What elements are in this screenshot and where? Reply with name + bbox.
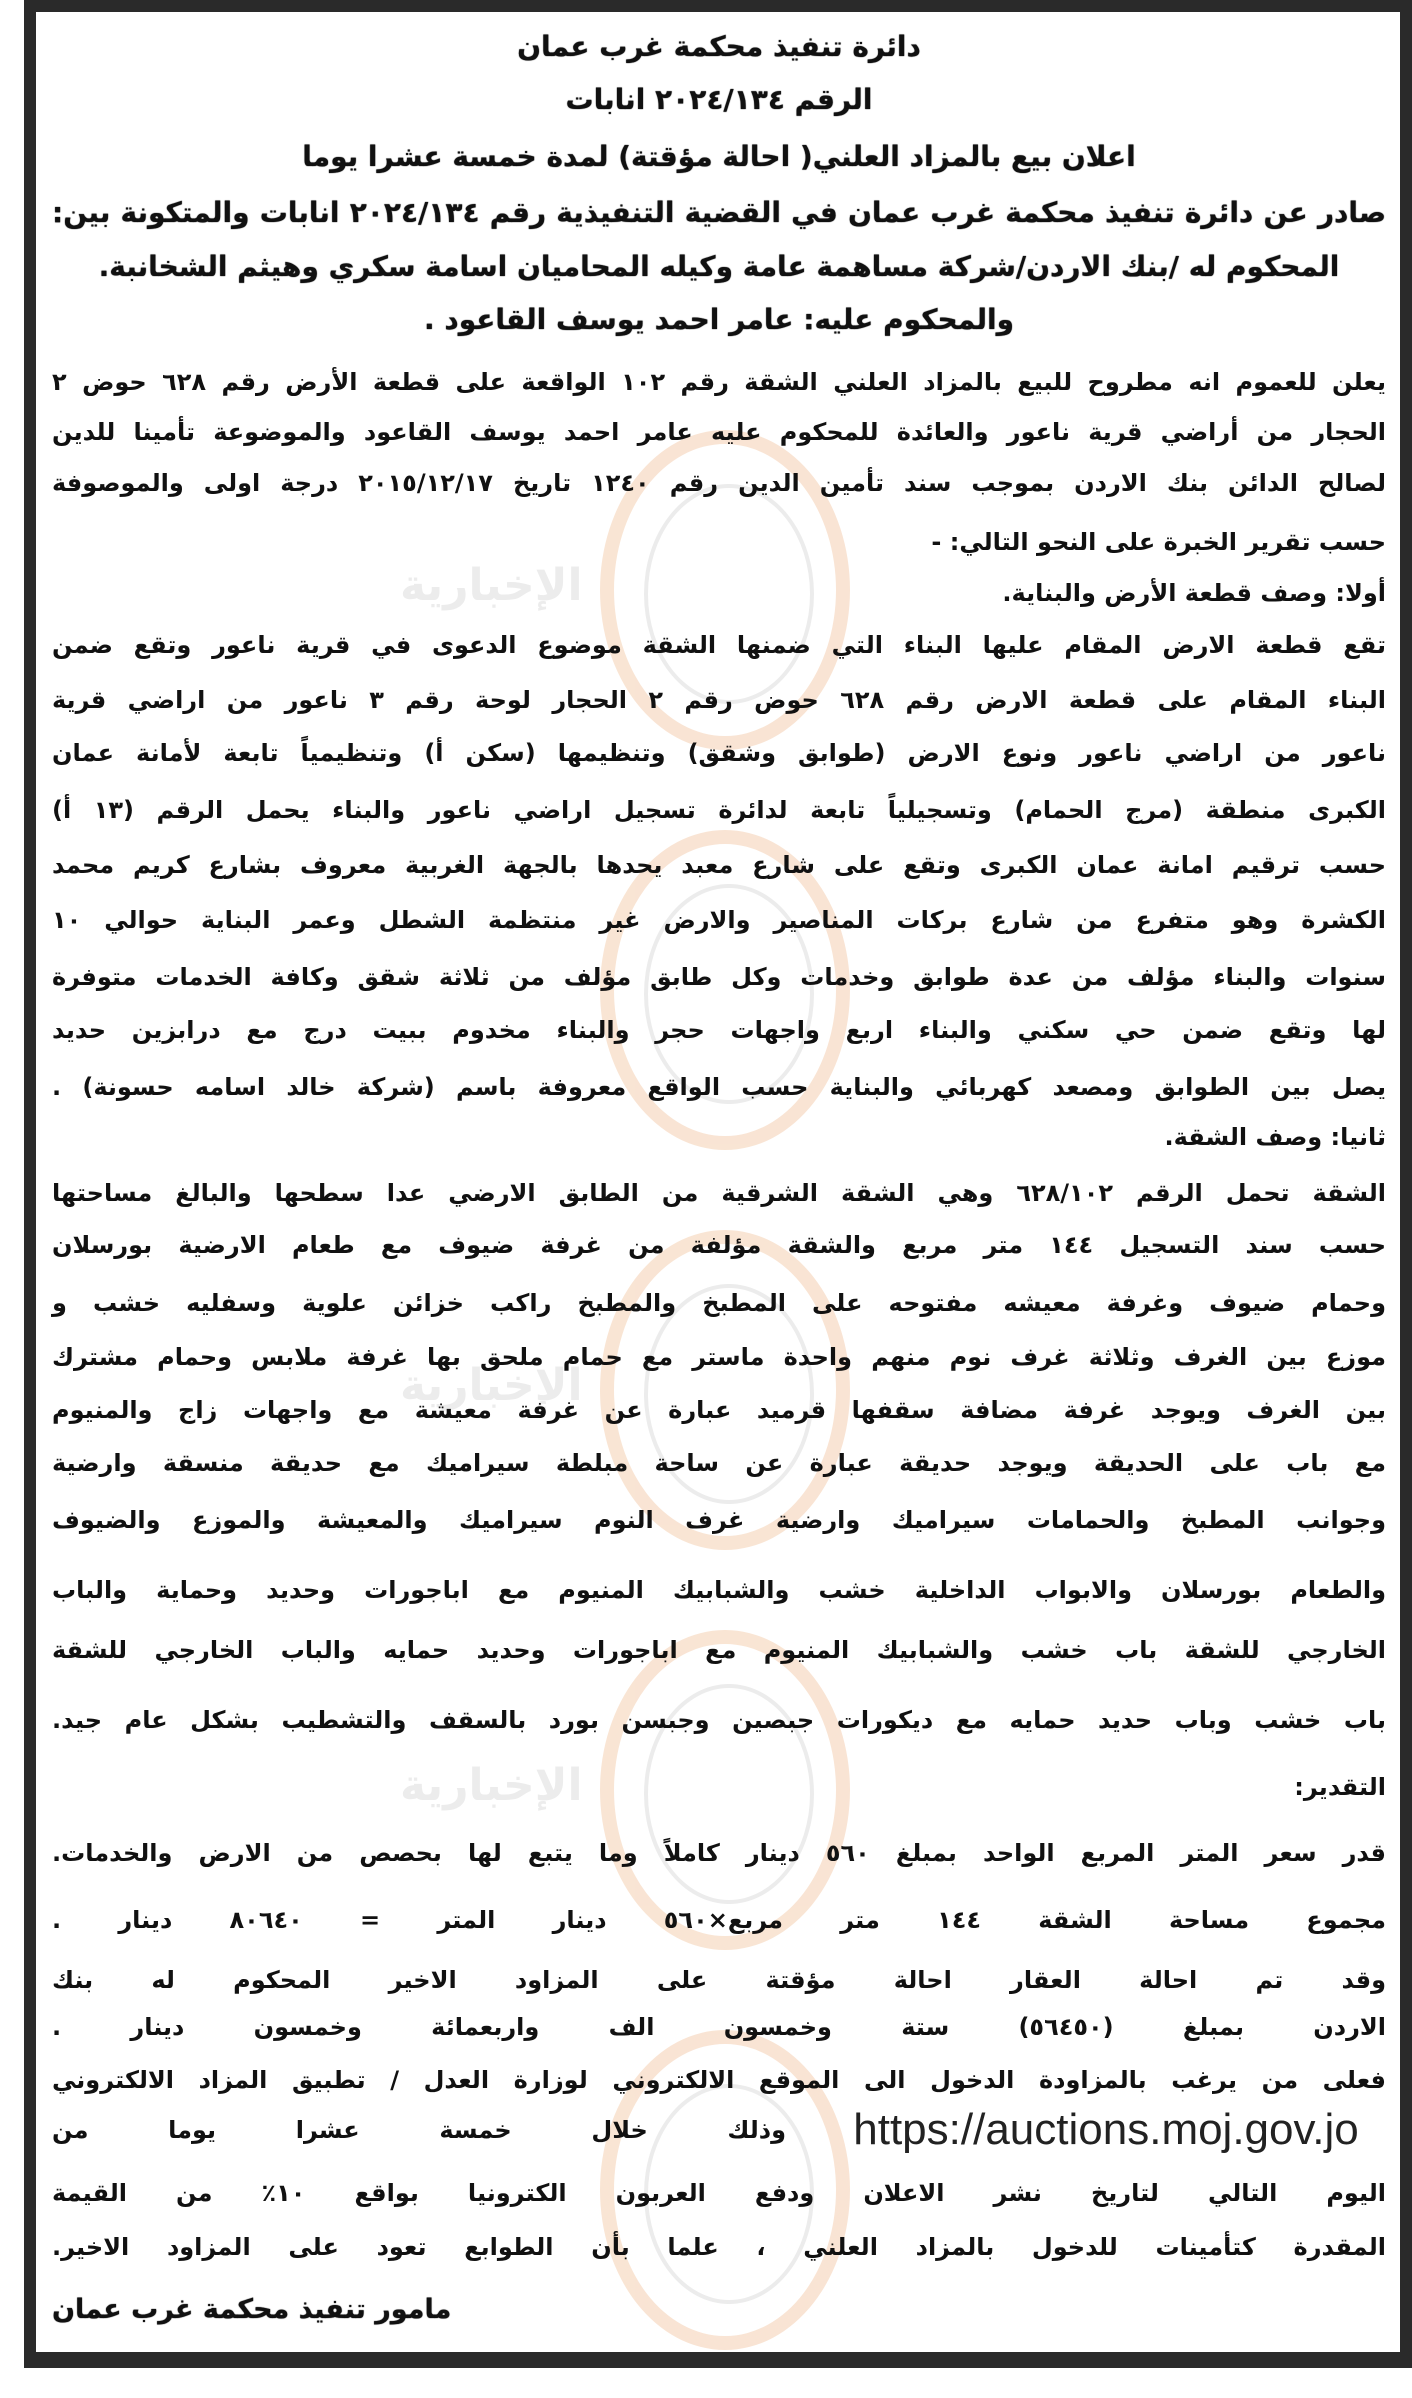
body-line: باب خشب وباب حديد حمايه مع ديكورات جبصين وجبسن بورد بالسقف والتشطيب بشكل عام جيد. xyxy=(52,1706,1386,1734)
body-line: اليوم التالي لتاريخ نشر الاعلان ودفع العربون الكترونيا بواقع ١٠٪ من القيمة xyxy=(52,2179,1387,2207)
body-line: لها وتقع ضمن حي سكني والبناء اربع واجهات حجر والبناء مخدوم ببيت درج مع درابزين حديد xyxy=(52,1016,1386,1044)
section-heading-valuation: التقدير: xyxy=(1294,1773,1386,1801)
body-line: المقدرة كتأمينات للدخول بالمزاد العلني ، علما بأن الطوابع تعود على المزاود الاخير. xyxy=(52,2233,1386,2261)
body-line: وقد تم احالة العقار احالة مؤقتة على المزاود الاخير المحكوم له بنك xyxy=(52,1966,1386,1994)
body-line: الاردن بمبلغ (٥٦٤٥٠) ستة وخمسون الف واربعمائة وخمسون دينار . xyxy=(52,2013,1386,2041)
valuation-total-line: مجموع مساحة الشقة ١٤٤ متر مربع×٥٦٠ دينار المتر = ٨٠٦٤٠ دينار . xyxy=(52,1906,1386,1934)
body-line: ناعور من اراضي ناعور ونوع الارض (طوابق وشقق) وتنظيمها (سكن أ) وتنظيمياً تابعة لأمانة عمان xyxy=(52,739,1386,767)
body-line: وذلك خلال خمسة عشرا يوما من xyxy=(52,2116,786,2144)
body-line: الكبرى منطقة (مرج الحمام) وتسجيلياً تابعة لدائرة تسجيل اراضي ناعور والبناء يحمل الرقم (١٣ أ) xyxy=(52,796,1387,824)
section-heading-land: أولا: وصف قطعة الأرض والبناية. xyxy=(1002,579,1386,607)
body-line: سنوات والبناء مؤلف من عدة طوابق وخدمات وكل طابق مؤلف من ثلاثة شقق وكافة الخدمات متوفرة xyxy=(52,963,1386,991)
body-line: قدر سعر المتر المربع الواحد بمبلغ ٥٦٠ دينار كاملاً وما يتبع لها بحصص من الارض والخدمات. xyxy=(52,1839,1386,1867)
issuer-line: صادر عن دائرة تنفيذ محكمة غرب عمان في القضية التنفيذية رقم ٢٠٢٤/١٣٤ انابات والمتكونة بين: xyxy=(52,196,1387,229)
body-line: حسب ترقيم امانة عمان الكبرى وتقع على شارع معبد يحدها بالجهة الغربية معروف بشارع كريم محمد xyxy=(52,851,1386,879)
body-line: والطعام بورسلان والابواب الداخلية خشب والشبابيك المنيوم مع اباجورات وحديد وحماية والباب xyxy=(52,1576,1386,1604)
body-line: يعلن للعموم انه مطروح للبيع بالمزاد العلني الشقة رقم ١٠٢ الواقعة على قطعة الأرض رقم ٦٢٨ حوض ٢ xyxy=(52,368,1386,396)
case-number: الرقم ٢٠٢٤/١٣٤ انابات xyxy=(565,83,873,116)
debtor-line: والمحكوم عليه: عامر احمد يوسف القاعود . xyxy=(423,303,1014,336)
watermark-sub: الإخبارية xyxy=(400,560,583,611)
section-heading-apartment: ثانيا: وصف الشقة. xyxy=(1164,1123,1386,1151)
court-title: دائرة تنفيذ محكمة غرب عمان xyxy=(517,30,921,63)
body-line: موزع بين الغرف وثلاثة غرف نوم منهم واحدة ماستر مع حمام ملحق بها غرفة ملابس وحمام مشترك xyxy=(52,1343,1386,1371)
notice-title: اعلان بيع بالمزاد العلني( احالة مؤقتة) لمدة خمسة عشرا يوما xyxy=(302,140,1136,173)
watermark-sub: الإخبارية xyxy=(400,1360,583,1411)
body-line: يصل بين الطوابق ومصعد كهربائي والبناية حسب الواقع معروفة باسم (شركة خالد اسامه حسونة) . xyxy=(52,1073,1386,1101)
body-line: لصالح الدائن بنك الاردن بموجب سند تأمين الدين رقم ١٢٤٠ تاريخ ٢٠١٥/١٢/١٧ درجة اولى والموصوفة xyxy=(52,469,1386,497)
body-line: مع باب على الحديقة ويوجد حديقة عبارة عن ساحة مبلطة سيراميك مع حديقة منسقة وارضية xyxy=(52,1449,1386,1477)
body-line: حسب تقرير الخبرة على النحو التالي: - xyxy=(931,528,1386,556)
body-line: تقع قطعة الارض المقام عليها البناء التي ضمنها الشقة موضوع الدعوى في قرية ناعور وتقع ضمن xyxy=(52,631,1386,659)
url-line xyxy=(52,2104,1386,2156)
body-line: الحجار من أراضي قرية ناعور والعائدة للمحكوم عليه عامر احمد يوسف القاعود والموضوعة تأمينا للدين xyxy=(52,418,1386,446)
watermark-sub: الإخبارية xyxy=(400,1760,583,1811)
body-line: حسب سند التسجيل ١٤٤ متر مربع والشقة مؤلفة من غرفة ضيوف مع طعام الارضية بورسلان xyxy=(52,1231,1386,1259)
signature: مامور تنفيذ محكمة غرب عمان xyxy=(52,2294,452,2325)
body-line: البناء المقام على قطعة الارض رقم ٦٢٨ حوض رقم ٢ الحجار لوحة رقم ٣ ناعور من اراضي قرية xyxy=(52,686,1387,714)
body-line: فعلى من يرغب بالمزاودة الدخول الى الموقع الالكتروني لوزارة العدل / تطبيق المزاد الالكتروني xyxy=(52,2066,1386,2094)
body-line: الكشرة وهو متفرع من شارع بركات المناصير والارض غير منتظمة الشطل وعمر البناية حوالي ١٠ xyxy=(52,906,1386,934)
body-line: وحمام ضيوف وغرفة معيشه مفتوحه على المطبخ والمطبخ راكب خزائن علوية وسفليه خشب و xyxy=(52,1289,1386,1317)
creditor-line: المحكوم له /بنك الاردن/شركة مساهمة عامة وكيله المحاميان اسامة سكري وهيثم الشخانبة. xyxy=(98,250,1340,283)
body-line: الشقة تحمل الرقم ٦٢٨/١٠٢ وهي الشقة الشرقية من الطابق الارضي عدا سطحها والبالغ مساحتها xyxy=(52,1179,1387,1207)
body-line: بين الغرف ويوجد غرفة مضافة سقفها قرميد عبارة عن غرفة معيشة مع واجهات زاج والمنيوم xyxy=(52,1396,1386,1424)
auction-url-link[interactable]: https://auctions.moj.gov.jo xyxy=(853,2105,1359,2154)
body-line: وجوانب المطبخ والحمامات سيراميك وارضية غرف النوم سيراميك والمعيشة والموزع والضيوف xyxy=(52,1506,1386,1534)
body-line: الخارجي للشقة باب خشب والشبابيك المنيوم مع اباجورات وحديد حمايه والباب الخارجي للشقة xyxy=(52,1636,1386,1664)
